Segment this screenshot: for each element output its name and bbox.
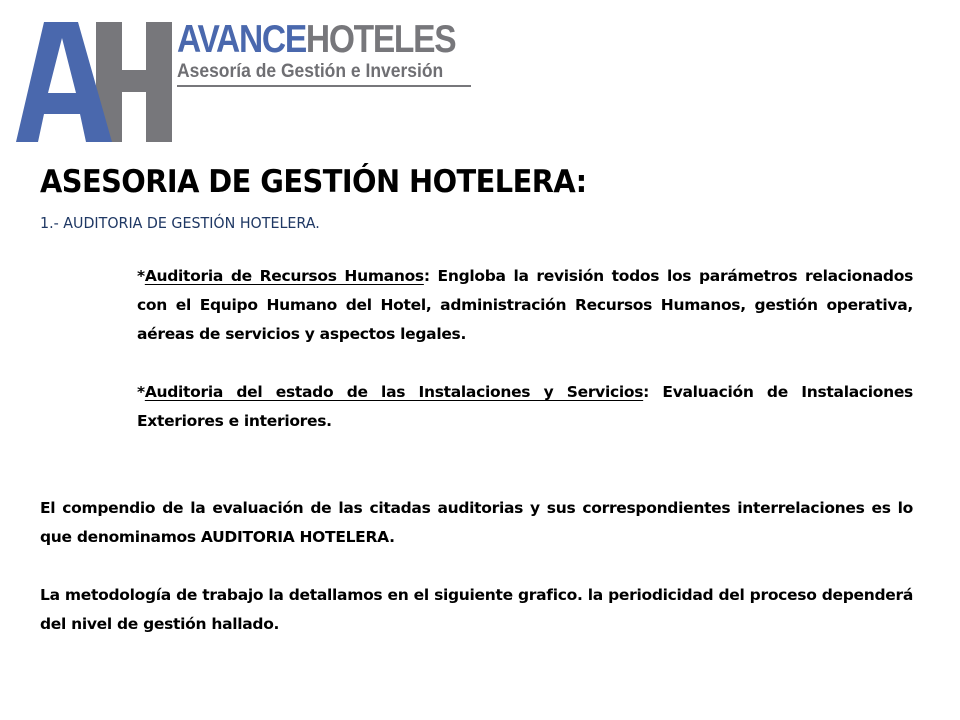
- bullet-prefix: *: [137, 267, 145, 285]
- methodology-paragraph: La metodología de trabajo la detallamos en el siguiente grafico. la periodicidad del proceso dependerá del nivel de gestión hallado.: [40, 586, 913, 633]
- audit-item-term: Auditoria del estado de las Instalaciones y Servicios: [144, 383, 644, 401]
- brand-tagline: Asesoría de Gestión e Inversión: [177, 61, 444, 82]
- audit-item-description: : Evaluación de Instalaciones Exteriores e interiores.: [137, 383, 913, 430]
- audit-item-description: : Engloba la revisión todos los parámetros relacionados con el Equipo Humano del Hotel, administración Recursos Humanos, gestión operativa, aéreas de servicios y aspectos legales.: [137, 267, 913, 343]
- brand-name-part2: HOTELES: [305, 18, 456, 61]
- brand-name-part1: AVANCE: [177, 18, 306, 61]
- audit-item-human-resources: [137, 262, 913, 349]
- audit-item-facilities: [137, 378, 913, 436]
- summary-paragraph: El compendio de la evaluación de las citadas auditorias y sus correspondientes interrelaciones es lo que denominamos AUDITORIA HOTELERA.: [40, 499, 913, 546]
- page-title: ASESORIA DE GESTIÓN HOTELERA:: [40, 164, 587, 200]
- bullet-prefix: *: [137, 383, 145, 401]
- section-heading: 1.- AUDITORIA DE GESTIÓN HOTELERA.: [40, 214, 320, 232]
- audit-item-term: Auditoria de Recursos Humanos: [144, 267, 424, 285]
